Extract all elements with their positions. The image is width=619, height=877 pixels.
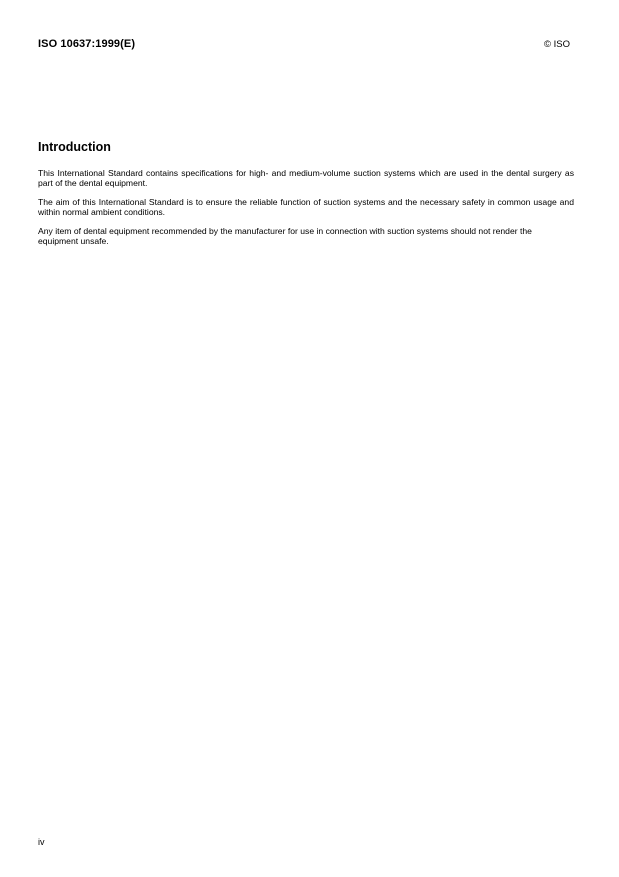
paragraph: Any item of dental equipment recommended by the manufacturer for use in connection with suction systems should not render the equipment unsafe. (38, 226, 532, 247)
section-title: Introduction (38, 140, 111, 154)
copyright-notice: © ISO (543, 39, 570, 50)
paragraph: The aim of this International Standard is to ensure the reliable function of suction systems and the necessary safety in common usage and within normal ambient conditions. (38, 197, 574, 218)
introduction-body (38, 168, 574, 255)
paragraph: This International Standard contains specifications for high- and medium-volume suction systems which are used in the dental surgery as part of the dental equipment. (38, 168, 574, 189)
page-number: iv (38, 837, 45, 847)
document-id: ISO 10637:1999(E) (38, 38, 136, 50)
